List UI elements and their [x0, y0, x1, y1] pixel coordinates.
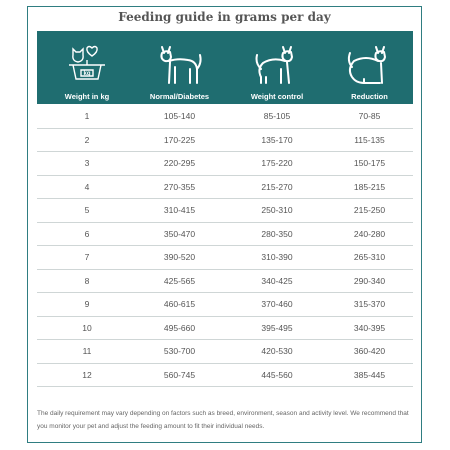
weight-control-cell: 250-310 [261, 205, 293, 215]
normal-cell: 270-355 [163, 181, 196, 192]
table-row [37, 129, 413, 153]
reduction-cell: 290-340 [353, 275, 386, 286]
table-row [37, 246, 413, 270]
normal-cell: 220-295 [163, 158, 196, 168]
table-row [37, 293, 413, 317]
reduction-cell: 115-135 [354, 134, 385, 145]
weight-cell: 3 [84, 158, 90, 168]
weight-cell: 11 [82, 346, 92, 356]
weight-cell: 1 [84, 111, 90, 121]
reduction-cell: 340-395 [353, 322, 386, 333]
reduction-cell: 240-280 [353, 228, 386, 239]
header-weight-control [232, 31, 322, 104]
normal-cell: 310-415 [163, 205, 196, 215]
reduction-cell: 360-420 [353, 346, 386, 356]
weight-control-cell: 175-220 [261, 158, 293, 168]
table-row [37, 364, 413, 388]
header-weight [47, 31, 127, 104]
reduction-cell: 150-175 [353, 158, 386, 168]
table-row [37, 199, 413, 223]
weight-cell: 12 [82, 369, 92, 380]
normal-cell: 425-565 [163, 275, 196, 286]
table-row [37, 340, 413, 364]
svg-text:kg: kg [83, 71, 91, 77]
weight-control-cell: 370-460 [261, 299, 293, 309]
table-body [37, 105, 413, 387]
weight-control-cell: 420-530 [261, 346, 293, 356]
table-row [37, 176, 413, 200]
header-reduction [332, 31, 407, 104]
reduction-cell: 215-250 [353, 205, 386, 215]
weight-control-cell: 395-495 [261, 322, 293, 333]
weight-control-cell: 280-350 [261, 228, 293, 239]
table-header [37, 31, 413, 104]
weight-cell: 8 [84, 275, 90, 286]
header-normal [137, 31, 222, 104]
page-title: Feeding guide in grams per day [118, 10, 331, 24]
normal-cell: 350-470 [163, 228, 196, 239]
reduction-cell: 185-215 [353, 181, 386, 192]
weight-control-cell: 135-170 [261, 134, 293, 145]
normal-cell: 530-700 [163, 346, 196, 356]
normal-cell: 170-225 [163, 134, 196, 145]
normal-cell: 390-520 [163, 252, 196, 262]
reduction-cell: 70-85 [358, 111, 381, 121]
header-label-normal: Normal/Diabetes [149, 92, 210, 101]
table-row [37, 105, 413, 129]
table-row [37, 270, 413, 294]
weight-control-cell: 85-105 [263, 111, 291, 121]
weight-control-cell: 215-270 [261, 181, 293, 192]
header-label-reduction: Reduction [351, 92, 388, 101]
weight-cell: 5 [84, 205, 90, 215]
normal-cell: 495-660 [163, 322, 196, 333]
reduction-cell: 385-445 [353, 369, 386, 380]
weight-control-cell: 310-390 [261, 252, 293, 262]
weight-control-cell: 445-560 [261, 369, 293, 380]
reduction-cell: 315-370 [353, 299, 386, 309]
weight-control-cell: 340-425 [261, 275, 293, 286]
footnote: The daily requirement may vary depending on factors such as breed, environment, season and activity level. We recommend that you monitor your pet and adjust the feeding amount to fit their individual needs. [37, 410, 409, 430]
weight-cell: 4 [84, 181, 90, 192]
normal-cell: 560-745 [163, 369, 196, 380]
header-label-weight-control: Weight control [250, 92, 304, 101]
table-row [37, 317, 413, 341]
table-row [37, 152, 413, 176]
feeding-guide-panel [27, 6, 422, 443]
table-row [37, 223, 413, 247]
weight-cell: 6 [84, 228, 90, 239]
weight-cell: 2 [84, 134, 90, 145]
reduction-cell: 265-310 [353, 252, 386, 262]
normal-cell: 460-615 [163, 299, 196, 309]
normal-cell: 105-140 [163, 111, 196, 121]
weight-cell: 7 [84, 252, 90, 262]
weight-cell: 10 [82, 322, 92, 333]
weight-cell: 9 [84, 299, 90, 309]
header-label-weight: Weight in kg [64, 92, 110, 101]
